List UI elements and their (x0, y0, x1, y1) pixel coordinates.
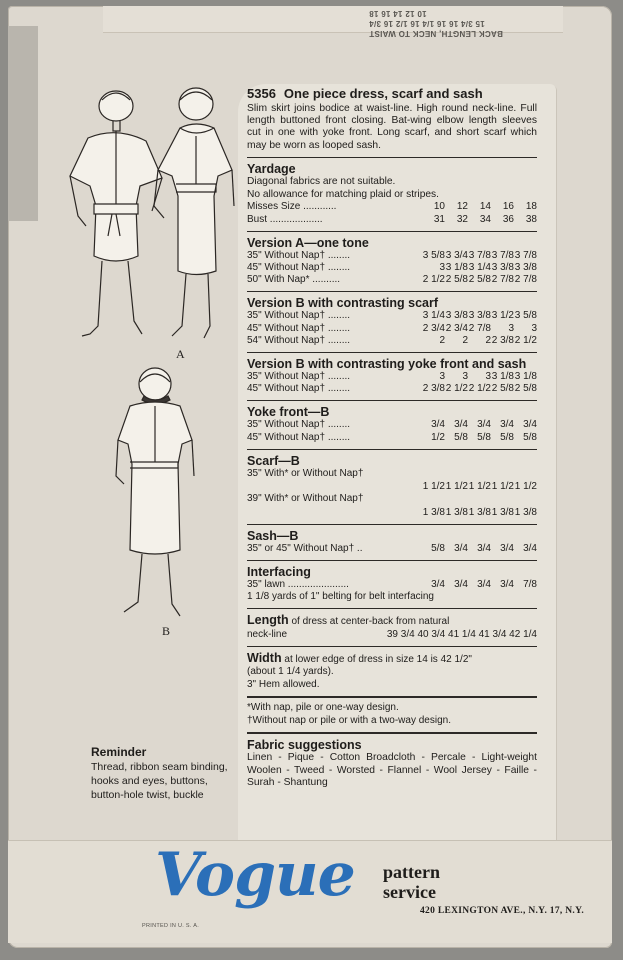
yardage-row-value-1: 5/8 (454, 431, 468, 443)
scarf-value-2: 1 1/2 (468, 481, 491, 493)
interfacing-row-value-1: 3/4 (454, 578, 468, 590)
divider (247, 608, 537, 609)
yardage-row-values (422, 432, 537, 444)
bust-1: 32 (456, 213, 468, 225)
yardage-row-label: 45" Without Nap† ........ (247, 262, 351, 274)
yardage-row-value-3: 3 1/8 (491, 371, 514, 383)
scarf-values-2 (247, 506, 537, 519)
footnote-without-nap: †Without nap or pile or with a two-way design. (247, 714, 451, 726)
yardage-row-value-4: 3/4 (523, 419, 537, 431)
yardage-row-label: 45" Without Nap† ........ (247, 383, 351, 395)
pattern-details (247, 88, 537, 789)
interfacing-row-value-4: 7/8 (523, 578, 537, 590)
yardage-row-value-1: 2 5/8 (445, 274, 468, 286)
reminder-box (91, 744, 231, 802)
interfacing-row-value-0: 3/4 (431, 578, 445, 590)
yardage-row-value-3: 2 3/8 (491, 334, 514, 346)
yardage-row-label: 35" Without Nap† ........ (247, 419, 351, 431)
yardage-row-values (422, 323, 537, 335)
yardage-row-value-4: 2 7/8 (514, 274, 537, 286)
yardage-row-value-1: 3 3/8 (445, 310, 468, 322)
yardage-row-label: 35" Without Nap† ........ (247, 371, 351, 383)
scarf-values-1 (247, 480, 537, 493)
divider (247, 231, 537, 232)
divider (247, 352, 537, 353)
size-0: 10 (433, 201, 445, 213)
divider (247, 696, 537, 698)
size-2: 14 (479, 201, 491, 213)
yardage-row (247, 335, 537, 347)
yardage-row-value-4: 3 (531, 322, 537, 334)
width-line (247, 651, 537, 666)
scarf-value-3: 1 1/2 (491, 481, 514, 493)
yardage-row-values (422, 335, 537, 347)
bust-row (247, 214, 537, 226)
neckline-label: neck-line (247, 628, 288, 640)
yardage-row-value-3: 2 7/8 (491, 274, 514, 286)
scarf-value-0: 1 1/2 (422, 481, 445, 493)
yardage-row (247, 383, 537, 395)
divider (247, 646, 537, 647)
sash-row-value-1: 3/4 (454, 542, 468, 554)
length-values-row (247, 629, 537, 641)
scarf-value-1: 1 3/8 (445, 506, 468, 518)
interfacing-row-label: 35" lawn ...................... (247, 578, 349, 590)
vogue-logo: Vogue (155, 840, 355, 910)
yardage-row-value-2: 3/4 (477, 419, 491, 431)
yardage-row-value-0: 3/4 (431, 419, 445, 431)
yardage-row-value-1: 3/4 (454, 419, 468, 431)
pattern-description: Slim skirt joins bodice at waist-line. High round neck-line. Full length buttoned front closing. Bat-wing elbow length sleeves cut in one with yoke front. Long scarf, and short scarf which may be worn as looped sash. (247, 102, 537, 151)
scarf-value-4: 1 1/2 (514, 481, 537, 493)
yardage-row-value-0: 2 (439, 334, 445, 346)
yardage-row-value-0: 2 1/2 (422, 274, 445, 286)
fabric-heading: Fabric suggestions (247, 738, 362, 753)
yardage-row-values (422, 274, 537, 286)
bust-4: 38 (525, 213, 537, 225)
figure-version-b (110, 366, 200, 626)
sash-row-values (422, 543, 537, 555)
yardage-row (247, 371, 537, 383)
divider (247, 524, 537, 525)
yardage-row-values (422, 262, 537, 274)
size-row (247, 201, 537, 213)
length-values: 39 3/4 40 3/4 41 1/4 41 3/4 42 1/4 (386, 628, 537, 640)
scarf-line-1: 35" With* or Without Nap† (247, 467, 364, 479)
scarf-line-2: 39" With* or Without Nap† (247, 493, 364, 505)
yardage-row-label: 35" Without Nap† ........ (247, 310, 351, 322)
yardage-row-value-2: 3 1/4 (468, 262, 491, 274)
pattern-service-label (383, 862, 440, 902)
yardage-row (247, 432, 537, 444)
yardage-row-value-3: 2 5/8 (491, 383, 514, 395)
size-values (422, 201, 537, 213)
yardage-row (247, 250, 537, 262)
yardage-row-values (422, 250, 537, 262)
scarf-value-3: 1 3/8 (491, 506, 514, 518)
sash-row-label: 35" or 45" Without Nap† .. (247, 542, 363, 554)
yardage-row-value-1: 2 1/2 (445, 383, 468, 395)
yardage-row-value-0: 3 (439, 371, 445, 383)
divider (247, 560, 537, 561)
bust-2: 34 (479, 213, 491, 225)
yardage-row-value-2: 2 7/8 (468, 322, 491, 334)
yardage-row-value-4: 3 1/8 (514, 371, 537, 383)
service-word: service (383, 882, 436, 902)
yardage-row-value-2: 3 7/8 (468, 249, 491, 261)
yardage-note-2: No allowance for matching plaid or stripes. (247, 188, 439, 200)
belting-note: 1 1/8 yards of 1" belting for belt interfacing (247, 591, 434, 603)
sash-row-value-2: 3/4 (477, 542, 491, 554)
hem-note: 3" Hem allowed. (247, 678, 320, 690)
bust-values (422, 214, 537, 226)
scarf-value-1: 1 1/2 (445, 481, 468, 493)
section-heading: Yoke front—B (247, 405, 330, 420)
interfacing-row-value-2: 3/4 (477, 578, 491, 590)
interfacing-heading: Interfacing (247, 564, 311, 579)
yardage-row-value-2: 3 3/8 (468, 310, 491, 322)
yardage-row-value-1: 3 (462, 371, 468, 383)
pattern-number: 5356 (247, 86, 276, 101)
yardage-row-value-0: 1/2 (431, 431, 445, 443)
back-length-values: 15 3/4 16 16 1/4 16 1/2 16 3/4 (369, 19, 485, 28)
yardage-row-value-3: 3 1/2 (491, 310, 514, 322)
yardage-row-values (422, 310, 537, 322)
section-heading: Version A—one tone (247, 235, 369, 250)
yardage-note-1: Diagonal fabrics are not suitable. (247, 176, 396, 188)
interfacing-row (247, 579, 537, 591)
reminder-heading: Reminder (91, 745, 147, 759)
back-length-label: BACK LENGTH, NECK TO WAIST (369, 29, 503, 38)
scarf-value-4: 1 3/8 (514, 506, 537, 518)
divider (247, 449, 537, 450)
bust-0: 31 (433, 213, 445, 225)
scarf-heading: Scarf—B (247, 453, 300, 468)
yardage-row-values (422, 383, 537, 395)
yardage-row-value-3: 3 (508, 322, 514, 334)
yardage-row-value-3: 5/8 (500, 431, 514, 443)
pattern-title: One piece dress, scarf and sash (283, 86, 483, 101)
divider (247, 732, 537, 734)
figure-version-a (68, 86, 248, 366)
size-3: 16 (502, 201, 514, 213)
yardage-row (247, 310, 537, 322)
sash-row-value-4: 3/4 (523, 542, 537, 554)
footnote-nap: *With nap, pile or one-way design. (247, 702, 399, 714)
yardage-row-value-0: 3 1/4 (422, 310, 445, 322)
back-length-sizes: 10 12 14 16 18 (369, 9, 427, 18)
width-heading: Width (247, 651, 282, 666)
sash-rows (247, 543, 537, 555)
yardage-row-value-3: 3 7/8 (491, 249, 514, 261)
yardage-row-value-2: 2 5/8 (468, 274, 491, 286)
yardage-row-value-2: 2 (485, 334, 491, 346)
yardage-row (247, 262, 537, 274)
yardage-row (247, 419, 537, 431)
fabric-list: Linen - Pique - Cotton Broadcloth - Percale - Light-weight Woolen - Tweed - Worsted - Flannel - Wool Jersey - Faille - Surah - Shantung (247, 752, 537, 788)
yardage-row-value-4: 3 3/8 (514, 262, 537, 274)
envelope-side-flap (8, 26, 38, 221)
yardage-row-value-1: 3 3/4 (445, 249, 468, 261)
section-heading: Version B with contrasting yoke front and sash (247, 357, 527, 372)
yardage-row-value-4: 2 1/2 (514, 334, 537, 346)
reminder-text: Thread, ribbon seam binding, hooks and eyes, buttons, button-hole twist, buckle (91, 761, 228, 801)
yardage-row-value-2: 5/8 (477, 431, 491, 443)
yardage-row-label: 50" With Nap* .......... (247, 274, 341, 286)
label-b: B (162, 624, 171, 638)
yardage-row-value-2: 2 1/2 (468, 383, 491, 395)
pattern-title-line (247, 88, 537, 101)
yardage-row-label: 54" Without Nap† ........ (247, 334, 351, 346)
yardage-row-label: 35" Without Nap† ........ (247, 249, 351, 261)
yardage-row-value-4: 3 7/8 (514, 249, 537, 261)
yardage-sections (247, 231, 537, 444)
interfacing-row-values (422, 579, 537, 591)
envelope-top-flap (103, 6, 563, 38)
bust-3: 36 (502, 213, 514, 225)
yardage-row-label: 45" Without Nap† ........ (247, 322, 351, 334)
brand-address: 420 LEXINGTON AVE., N.Y. 17, N.Y. (420, 906, 585, 916)
pattern-word: pattern (383, 862, 440, 882)
back-length-strip (369, 8, 503, 38)
size-1: 12 (456, 201, 468, 213)
size-label: Misses Size ............ (247, 201, 337, 213)
sash-row-value-0: 5/8 (431, 542, 445, 554)
yardage-row-value-2: 3 (485, 371, 491, 383)
sash-row (247, 543, 537, 555)
yardage-row-values (422, 371, 537, 383)
divider (247, 400, 537, 401)
sash-heading: Sash—B (247, 528, 299, 543)
yardage-row (247, 323, 537, 335)
divider (247, 291, 537, 292)
yardage-row-value-1: 3 1/8 (445, 262, 468, 274)
yardage-row-value-0: 3 (439, 262, 445, 274)
yardage-row-value-3: 3/4 (500, 419, 514, 431)
length-text: of dress at center-back from natural (291, 616, 450, 628)
yardage-row-value-4: 2 5/8 (514, 383, 537, 395)
length-heading: Length (247, 613, 289, 628)
yardage-row-value-3: 3 3/8 (491, 262, 514, 274)
interfacing-row-value-3: 3/4 (500, 578, 514, 590)
sash-row-value-3: 3/4 (500, 542, 514, 554)
label-a: A (176, 347, 185, 361)
yardage-row (247, 274, 537, 286)
width-about: (about 1 1/4 yards). (247, 666, 334, 678)
divider (247, 157, 537, 158)
yardage-row-values (422, 419, 537, 431)
yardage-row-value-1: 2 (462, 334, 468, 346)
yardage-row-value-0: 2 3/4 (422, 322, 445, 334)
yardage-row-value-4: 5/8 (523, 431, 537, 443)
printed-note: PRINTED IN U. S. A. (142, 923, 200, 929)
yardage-row-value-0: 2 3/8 (422, 383, 445, 395)
width-text: at lower edge of dress in size 14 is 42 1/2" (284, 654, 472, 666)
interfacing-rows (247, 579, 537, 591)
scarf-value-0: 1 3/8 (422, 506, 445, 518)
yardage-row-value-4: 3 5/8 (514, 310, 537, 322)
size-4: 18 (525, 201, 537, 213)
yardage-row-label: 45" Without Nap† ........ (247, 431, 351, 443)
section-heading: Version B with contrasting scarf (247, 296, 439, 311)
scarf-value-2: 1 3/8 (468, 506, 491, 518)
yardage-heading: Yardage (247, 162, 296, 177)
length-line (247, 613, 537, 628)
bust-label: Bust ................... (247, 213, 323, 225)
yardage-row-value-1: 2 3/4 (445, 322, 468, 334)
yardage-row-value-0: 3 5/8 (422, 249, 445, 261)
